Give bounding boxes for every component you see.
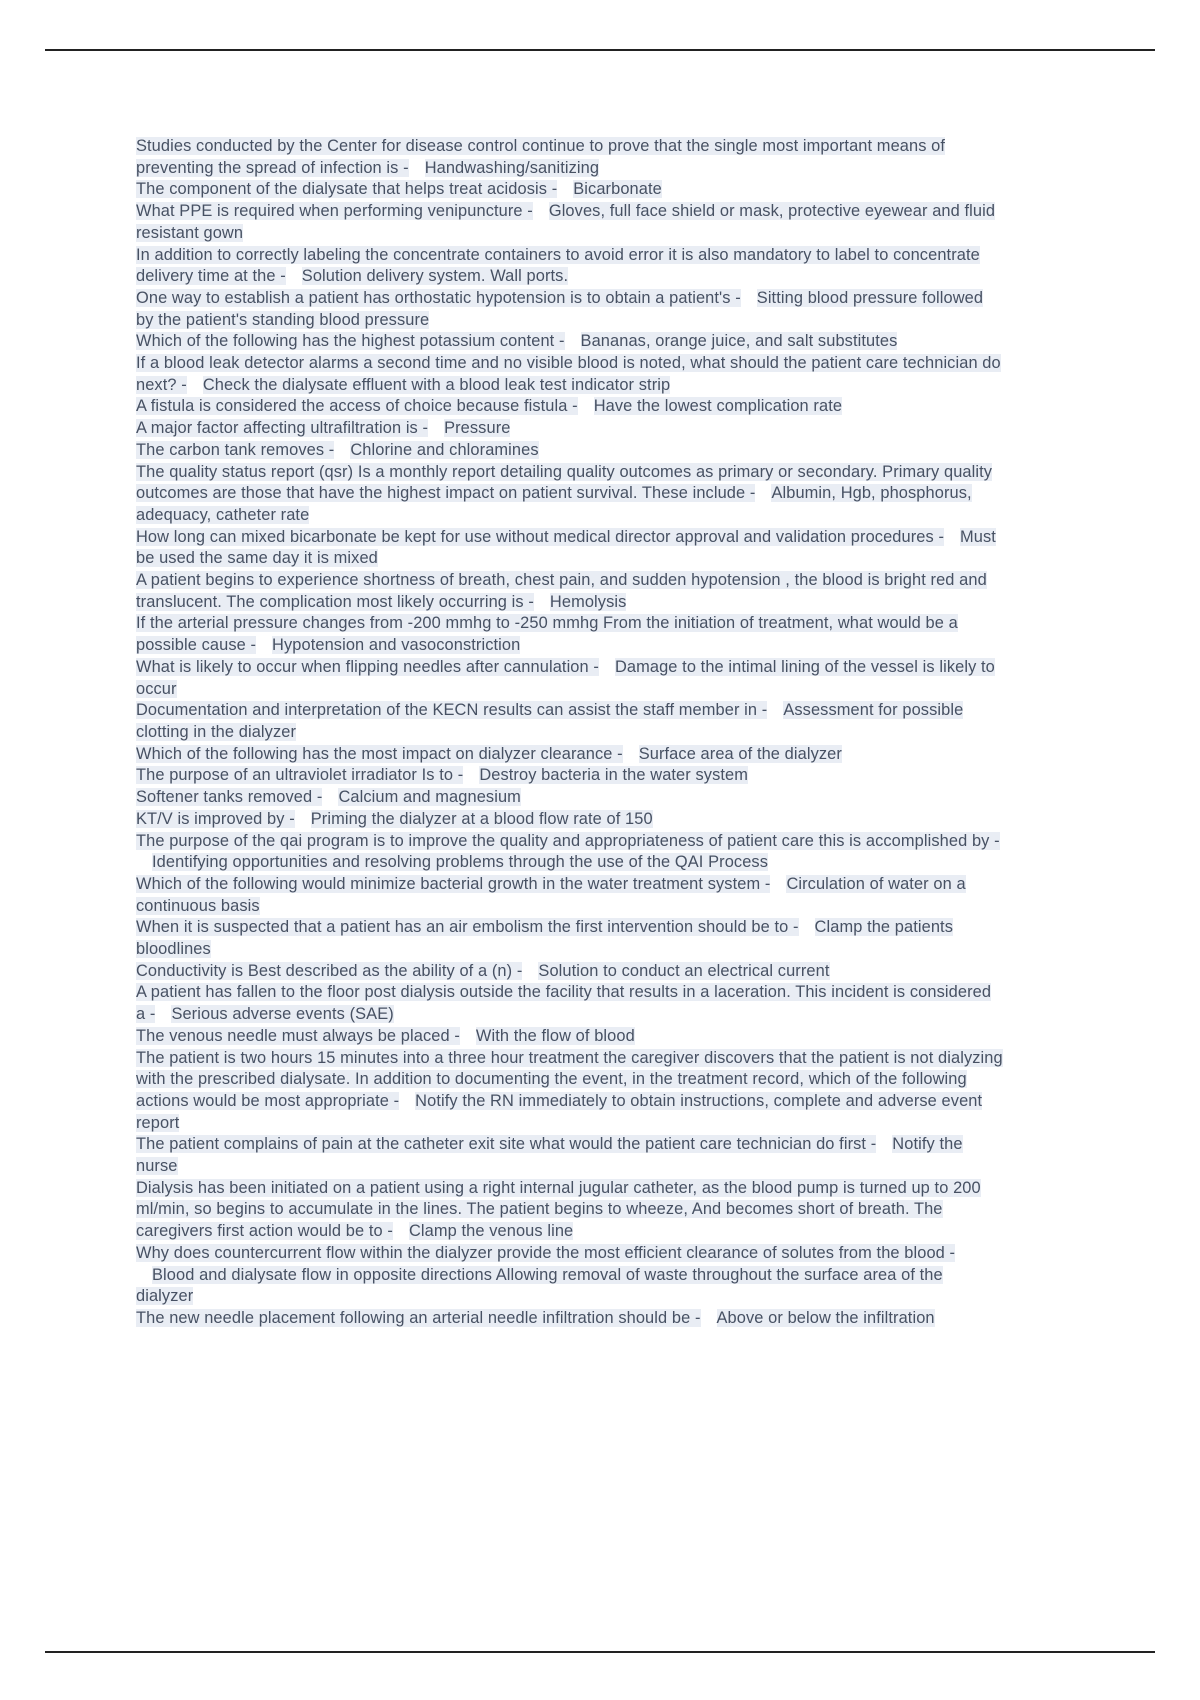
answer-text: Above or below the infiltration bbox=[716, 1308, 935, 1327]
question-text: KT/V is improved by - bbox=[136, 809, 295, 828]
qa-item bbox=[136, 917, 1004, 960]
question-text: The carbon tank removes - bbox=[136, 440, 335, 459]
question-text: When it is suspected that a patient has an air embolism the first intervention should be to - bbox=[136, 918, 799, 937]
qa-item bbox=[136, 527, 1004, 570]
answer-text: Solution to conduct an electrical current bbox=[538, 961, 830, 980]
answer-text: Albumin, Hgb, phosphorus, adequacy, catheter rate bbox=[136, 484, 972, 524]
qa-item bbox=[136, 982, 1004, 1025]
answer-text: Pressure bbox=[444, 419, 511, 438]
qa-item bbox=[136, 1243, 1004, 1308]
question-text: If a blood leak detector alarms a second time and no visible blood is noted, what should the patient care technician do next? - bbox=[136, 354, 1001, 394]
top-rule bbox=[45, 49, 1155, 51]
question-text: A patient begins to experience shortness of breath, chest pain, and sudden hypotension , the blood is bright red and translucent. The complication most likely occurring is - bbox=[136, 571, 987, 611]
answer-text: Have the lowest complication rate bbox=[593, 397, 843, 416]
answer-text: Bananas, orange juice, and salt substitutes bbox=[580, 332, 898, 351]
answer-text: Calcium and magnesium bbox=[338, 788, 521, 807]
question-text: The patient is two hours 15 minutes into a three hour treatment the caregiver discovers that the patient is not dialyzing with the prescribed dialysate. In addition to documenting the event, in the treatment record, which of the following actions would be most appropriate - bbox=[136, 1048, 1003, 1110]
answer-text: Notify the RN immediately to obtain instructions, complete and adverse event report bbox=[136, 1091, 983, 1132]
question-text: Dialysis has been initiated on a patient using a right internal jugular catheter, as the blood pump is turned up to 200 ml/min, so begins to accumulate in the lines. The patient begins to wheeze, And becomes short of breath. The caregivers first action would be to - bbox=[136, 1178, 981, 1241]
answer-text: Gloves, full face shield or mask, protective eyewear and fluid resistant gown bbox=[136, 202, 996, 242]
question-text: Documentation and interpretation of the KECN results can assist the staff member in - bbox=[136, 701, 768, 720]
answer-text: Hemolysis bbox=[549, 592, 627, 611]
qa-item bbox=[136, 331, 1004, 353]
qa-item bbox=[136, 288, 1004, 331]
question-text: If the arterial pressure changes from -200 mmhg to -250 mmhg From the initiation of treatment, what would be a possible cause - bbox=[136, 614, 958, 655]
qa-item bbox=[136, 179, 1004, 201]
qa-item bbox=[136, 874, 1004, 917]
qa-item bbox=[136, 765, 1004, 787]
question-text: How long can mixed bicarbonate be kept for use without medical director approval and validation procedures - bbox=[136, 527, 945, 546]
qa-item bbox=[136, 613, 1004, 656]
qa-item bbox=[136, 1178, 1004, 1243]
question-text: The component of the dialysate that helps treat acidosis - bbox=[136, 180, 558, 199]
answer-text: Handwashing/sanitizing bbox=[424, 158, 600, 177]
question-text: Which of the following has the highest potassium content - bbox=[136, 332, 565, 351]
qa-list bbox=[136, 136, 1004, 1330]
question-text: Which of the following has the most impact on dialyzer clearance - bbox=[136, 744, 623, 763]
answer-text: Circulation of water on a continuous basis bbox=[136, 874, 966, 915]
qa-item bbox=[136, 1308, 1004, 1330]
answer-text: Identifying opportunities and resolving problems through the use of the QAI Process bbox=[152, 853, 769, 872]
qa-item bbox=[136, 657, 1004, 700]
answer-text: Sitting blood pressure followed by the patient's standing blood pressure bbox=[136, 288, 984, 329]
qa-item bbox=[136, 961, 1004, 983]
answer-text: Must be used the same day it is mixed bbox=[136, 527, 996, 568]
answer-text: Assessment for possible clotting in the dialyzer bbox=[136, 701, 964, 741]
answer-text: Destroy bacteria in the water system bbox=[479, 766, 748, 785]
qa-item bbox=[136, 831, 1004, 874]
qa-item bbox=[136, 1134, 1004, 1177]
question-text: Softener tanks removed - bbox=[136, 788, 323, 807]
qa-item bbox=[136, 440, 1004, 462]
question-text: What PPE is required when performing venipuncture - bbox=[136, 202, 533, 221]
question-text: A patient has fallen to the floor post dialysis outside the facility that results in a laceration. This incident is considered a - bbox=[136, 983, 992, 1024]
question-text: Why does countercurrent flow within the dialyzer provide the most efficient clearance of solutes from the blood - bbox=[136, 1243, 956, 1262]
qa-item bbox=[136, 700, 1004, 743]
question-text: The patient complains of pain at the catheter exit site what would the patient care technician do first - bbox=[136, 1135, 877, 1154]
bottom-rule bbox=[45, 1651, 1155, 1653]
answer-text: Priming the dialyzer at a blood flow rate of 150 bbox=[310, 809, 653, 828]
qa-item bbox=[136, 744, 1004, 766]
question-text: A fistula is considered the access of choice because fistula - bbox=[136, 397, 578, 416]
answer-text: Bicarbonate bbox=[573, 180, 662, 199]
question-text: The purpose of an ultraviolet irradiator Is to - bbox=[136, 766, 464, 785]
answer-text: Surface area of the dialyzer bbox=[638, 744, 842, 763]
qa-item bbox=[136, 245, 1004, 288]
qa-item bbox=[136, 1026, 1004, 1048]
answer-text: Solution delivery system. Wall ports. bbox=[301, 267, 569, 286]
answer-text: Clamp the venous line bbox=[408, 1222, 574, 1241]
answer-text: Clamp the patients bloodlines bbox=[136, 918, 954, 959]
qa-item bbox=[136, 1048, 1004, 1135]
question-text: The purpose of the qai program is to improve the quality and appropriateness of patient care this is accomplished by - bbox=[136, 831, 1000, 850]
answer-text: Chlorine and chloramines bbox=[350, 440, 539, 459]
question-text: A major factor affecting ultrafiltration is - bbox=[136, 419, 429, 438]
qa-item bbox=[136, 136, 1004, 179]
qa-item bbox=[136, 462, 1004, 527]
question-text: Which of the following would minimize bacterial growth in the water treatment system - bbox=[136, 874, 771, 893]
answer-text: Hypotension and vasoconstriction bbox=[272, 636, 521, 655]
question-text: One way to establish a patient has orthostatic hypotension is to obtain a patient's - bbox=[136, 288, 741, 307]
question-text: The venous needle must always be placed - bbox=[136, 1026, 460, 1045]
question-text: What is likely to occur when flipping needles after cannulation - bbox=[136, 657, 599, 676]
qa-item bbox=[136, 353, 1004, 396]
qa-item bbox=[136, 201, 1004, 244]
answer-text: With the flow of blood bbox=[475, 1026, 635, 1045]
qa-item bbox=[136, 418, 1004, 440]
qa-item bbox=[136, 396, 1004, 418]
answer-text: Check the dialysate effluent with a blood leak test indicator strip bbox=[202, 375, 671, 394]
qa-item bbox=[136, 570, 1004, 613]
question-text: The quality status report (qsr) Is a monthly report detailing quality outcomes as primary or secondary. Primary quality outcomes are those that have the highest impact on patient survival. These include - bbox=[136, 462, 993, 503]
qa-item bbox=[136, 787, 1004, 809]
question-text: In addition to correctly labeling the concentrate containers to avoid error it is also mandatory to label to concentrate delivery time at the - bbox=[136, 245, 980, 286]
answer-text: Serious adverse events (SAE) bbox=[171, 1005, 394, 1024]
question-text: Studies conducted by the Center for disease control continue to prove that the single most important means of preventing the spread of infection is - bbox=[136, 137, 946, 177]
answer-text: Damage to the intimal lining of the vessel is likely to occur bbox=[136, 657, 995, 698]
answer-text: Notify the nurse bbox=[136, 1135, 963, 1176]
question-text: Conductivity is Best described as the ability of a (n) - bbox=[136, 961, 523, 980]
qa-item bbox=[136, 809, 1004, 831]
answer-text: Blood and dialysate flow in opposite directions Allowing removal of waste throughout the surface area of the dialyzer bbox=[136, 1265, 943, 1306]
question-text: The new needle placement following an arterial needle infiltration should be - bbox=[136, 1308, 701, 1327]
